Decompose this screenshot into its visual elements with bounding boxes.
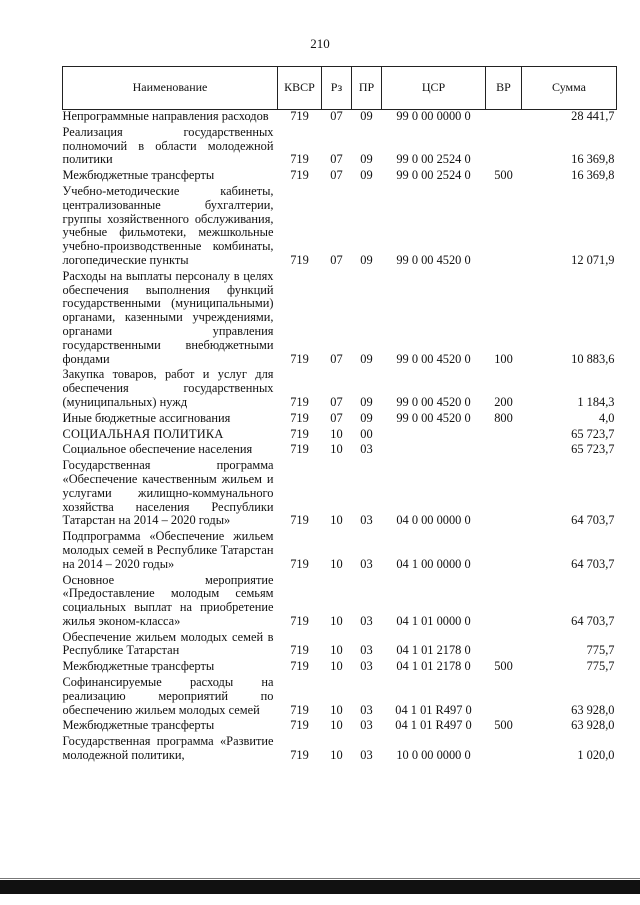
table-row (63, 270, 617, 369)
cell-csr: 04 1 01 R497 0 (395, 718, 472, 733)
cell-name: Государственная программа «Обеспечение качественным жильем и услугами жилищно-коммунального хозяйства населения Республики Татарстан на 2014 – 2020 годы» (62, 458, 274, 528)
cell-vr (486, 110, 522, 126)
table-row (63, 443, 617, 459)
cell-kvsr: 719 (290, 152, 309, 167)
cell-pr: 09 (360, 394, 373, 409)
cell-sum: 64 703,7 (571, 556, 615, 571)
cell-vr (486, 185, 522, 270)
cell-csr: 04 1 00 0000 0 (396, 556, 471, 571)
cell-csr: 04 0 00 0000 0 (396, 513, 471, 528)
cell-sum: 775,7 (586, 643, 615, 658)
header-name: Наименование (63, 67, 278, 110)
cell-rz: 10 (330, 643, 343, 658)
cell-rz: 07 (330, 152, 343, 167)
cell-sum: 63 928,0 (571, 702, 615, 717)
cell-name: Софинансируемые расходы на реализацию мероприятий по обеспечению жильем молодых семей (62, 675, 274, 717)
table-row (63, 530, 617, 573)
cell-csr (382, 428, 486, 444)
cell-rz: 10 (330, 718, 343, 733)
scan-bottom-border (0, 880, 640, 894)
cell-kvsr: 719 (290, 394, 309, 409)
budget-table (62, 66, 617, 765)
cell-vr (486, 459, 522, 530)
cell-kvsr: 719 (290, 442, 309, 457)
cell-rz: 10 (330, 702, 343, 717)
cell-csr (382, 443, 486, 459)
cell-sum: 16 369,8 (571, 168, 615, 183)
cell-sum: 775,7 (586, 659, 615, 674)
cell-vr: 800 (494, 410, 513, 425)
cell-kvsr: 719 (290, 168, 309, 183)
cell-csr: 10 0 00 0000 0 (396, 748, 471, 763)
table-row (63, 631, 617, 661)
cell-vr (486, 676, 522, 719)
table-row (63, 169, 617, 185)
cell-name: Межбюджетные трансферты (62, 168, 215, 183)
cell-rz: 10 (330, 659, 343, 674)
cell-vr: 200 (494, 394, 513, 409)
cell-kvsr: 719 (290, 613, 309, 628)
cell-kvsr: 719 (290, 643, 309, 658)
cell-csr: 04 1 01 R497 0 (395, 702, 472, 717)
cell-rz: 10 (330, 426, 343, 441)
cell-sum: 64 703,7 (571, 613, 615, 628)
table-row (63, 660, 617, 676)
cell-sum: 28 441,7 (571, 109, 615, 123)
cell-name: Основное мероприятие «Предоставление молодым семьям социальных выплат на приобретение жилья эконом-класса» (62, 572, 274, 628)
cell-vr (486, 574, 522, 631)
cell-kvsr: 719 (290, 748, 309, 763)
table-header (63, 67, 617, 110)
cell-kvsr: 719 (290, 513, 309, 528)
table-row (63, 368, 617, 411)
cell-rz: 07 (330, 394, 343, 409)
cell-pr: 03 (360, 748, 373, 763)
table-body (63, 110, 617, 765)
cell-name: Расходы на выплаты персоналу в целях обеспечения выполнения функций государственными (муниципальными) органами, казенными учреждениями, органами управления государственными внебюджетными фондами (62, 268, 274, 366)
cell-rz: 10 (330, 556, 343, 571)
cell-name: Учебно-методические кабинеты, централизованные бухгалтерии, группы хозяйственного обслуживания, учебные фильмотеки, межшкольные учебно-производственные комбинаты, логопедические пункты (62, 183, 274, 267)
cell-sum: 10 883,6 (571, 351, 615, 366)
cell-pr: 03 (360, 556, 373, 571)
cell-pr: 09 (360, 168, 373, 183)
cell-name: Иные бюджетные ассигнования (62, 410, 231, 425)
header-kvsr: КВСР (278, 67, 322, 110)
cell-rz: 07 (330, 351, 343, 366)
cell-csr: 99 0 00 4520 0 (396, 410, 471, 425)
cell-kvsr: 719 (290, 426, 309, 441)
cell-kvsr: 719 (290, 718, 309, 733)
table-row (63, 428, 617, 444)
header-vr: ВР (486, 67, 522, 110)
cell-csr: 99 0 00 2524 0 (396, 152, 471, 167)
cell-kvsr: 719 (290, 252, 309, 267)
cell-sum: 12 071,9 (571, 252, 615, 267)
cell-kvsr: 719 (290, 556, 309, 571)
cell-csr: 99 0 00 2524 0 (396, 168, 471, 183)
cell-sum: 4,0 (599, 410, 615, 425)
header-sum: Сумма (522, 67, 617, 110)
cell-vr: 500 (494, 718, 513, 733)
cell-pr: 03 (360, 643, 373, 658)
cell-name: Социальное обеспечение населения (62, 442, 253, 457)
cell-name: СОЦИАЛЬНАЯ ПОЛИТИКА (62, 426, 224, 441)
cell-csr: 04 1 01 0000 0 (396, 613, 471, 628)
cell-sum: 65 723,7 (571, 442, 615, 457)
cell-pr: 03 (360, 442, 373, 457)
cell-vr (486, 631, 522, 661)
cell-pr: 09 (360, 252, 373, 267)
header-pr: ПР (352, 67, 382, 110)
header-row (63, 67, 617, 110)
cell-name: Межбюджетные трансферты (62, 659, 215, 674)
cell-vr: 100 (494, 351, 513, 366)
cell-csr: 99 0 00 4520 0 (396, 394, 471, 409)
cell-pr: 00 (360, 426, 373, 441)
cell-vr (486, 126, 522, 169)
cell-kvsr: 719 (290, 351, 309, 366)
cell-rz: 07 (330, 252, 343, 267)
table-row (63, 676, 617, 719)
cell-kvsr: 719 (290, 702, 309, 717)
cell-name: Закупка товаров, работ и услуг для обеспечения государственных (муниципальных) нужд (62, 367, 274, 409)
table-row (63, 735, 617, 765)
cell-name: Обеспечение жильем молодых семей в Республике Татарстан (62, 629, 274, 658)
cell-sum: 65 723,7 (571, 426, 615, 441)
cell-sum: 63 928,0 (571, 718, 615, 733)
cell-name: Реализация государственных полномочий в области молодежной политики (62, 124, 274, 167)
table-row (63, 719, 617, 735)
cell-csr: 04 1 01 2178 0 (396, 659, 471, 674)
cell-sum: 1 184,3 (577, 394, 615, 409)
table-row (63, 459, 617, 530)
table-row (63, 110, 617, 126)
header-rz: Рз (322, 67, 352, 110)
table-row (63, 185, 617, 270)
cell-rz: 10 (330, 613, 343, 628)
cell-rz: 07 (330, 410, 343, 425)
cell-vr: 500 (494, 659, 513, 674)
table-row (63, 412, 617, 428)
cell-pr: 09 (360, 152, 373, 167)
cell-rz: 10 (330, 748, 343, 763)
cell-name: Государственная программа «Развитие молодежной политики, (62, 734, 274, 763)
cell-sum: 64 703,7 (571, 513, 615, 528)
table-row (63, 126, 617, 169)
header-csr: ЦСР (382, 67, 486, 110)
cell-vr: 500 (494, 168, 513, 183)
cell-name: Межбюджетные трансферты (62, 718, 215, 733)
cell-sum: 1 020,0 (577, 748, 615, 763)
page-number: 210 (310, 36, 330, 51)
cell-csr: 99 0 00 0000 0 (396, 109, 471, 123)
cell-rz: 10 (330, 513, 343, 528)
cell-pr: 09 (360, 109, 373, 123)
cell-pr: 03 (360, 702, 373, 717)
cell-csr: 99 0 00 4520 0 (396, 252, 471, 267)
cell-vr (486, 530, 522, 573)
cell-csr: 99 0 00 4520 0 (396, 351, 471, 366)
cell-rz: 07 (330, 109, 343, 123)
cell-vr (486, 443, 522, 459)
cell-name: Подпрограмма «Обеспечение жильем молодых семей в Республике Татарстан на 2014 – 2020 годы» (62, 529, 274, 571)
cell-rz: 10 (330, 442, 343, 457)
cell-rz: 07 (330, 168, 343, 183)
cell-csr: 04 1 01 2178 0 (396, 643, 471, 658)
cell-kvsr: 719 (290, 109, 309, 123)
cell-pr: 09 (360, 351, 373, 366)
cell-kvsr: 719 (290, 659, 309, 674)
cell-kvsr: 719 (290, 410, 309, 425)
cell-vr (486, 735, 522, 765)
cell-pr: 03 (360, 659, 373, 674)
cell-pr: 03 (360, 513, 373, 528)
cell-vr (486, 428, 522, 444)
cell-name: Непрограммные направления расходов (62, 109, 269, 123)
cell-pr: 09 (360, 410, 373, 425)
scan-edge-line (0, 878, 640, 879)
cell-sum: 16 369,8 (571, 152, 615, 167)
table-row (63, 574, 617, 631)
cell-pr: 03 (360, 718, 373, 733)
cell-pr: 03 (360, 613, 373, 628)
budget-table-container (62, 66, 616, 765)
